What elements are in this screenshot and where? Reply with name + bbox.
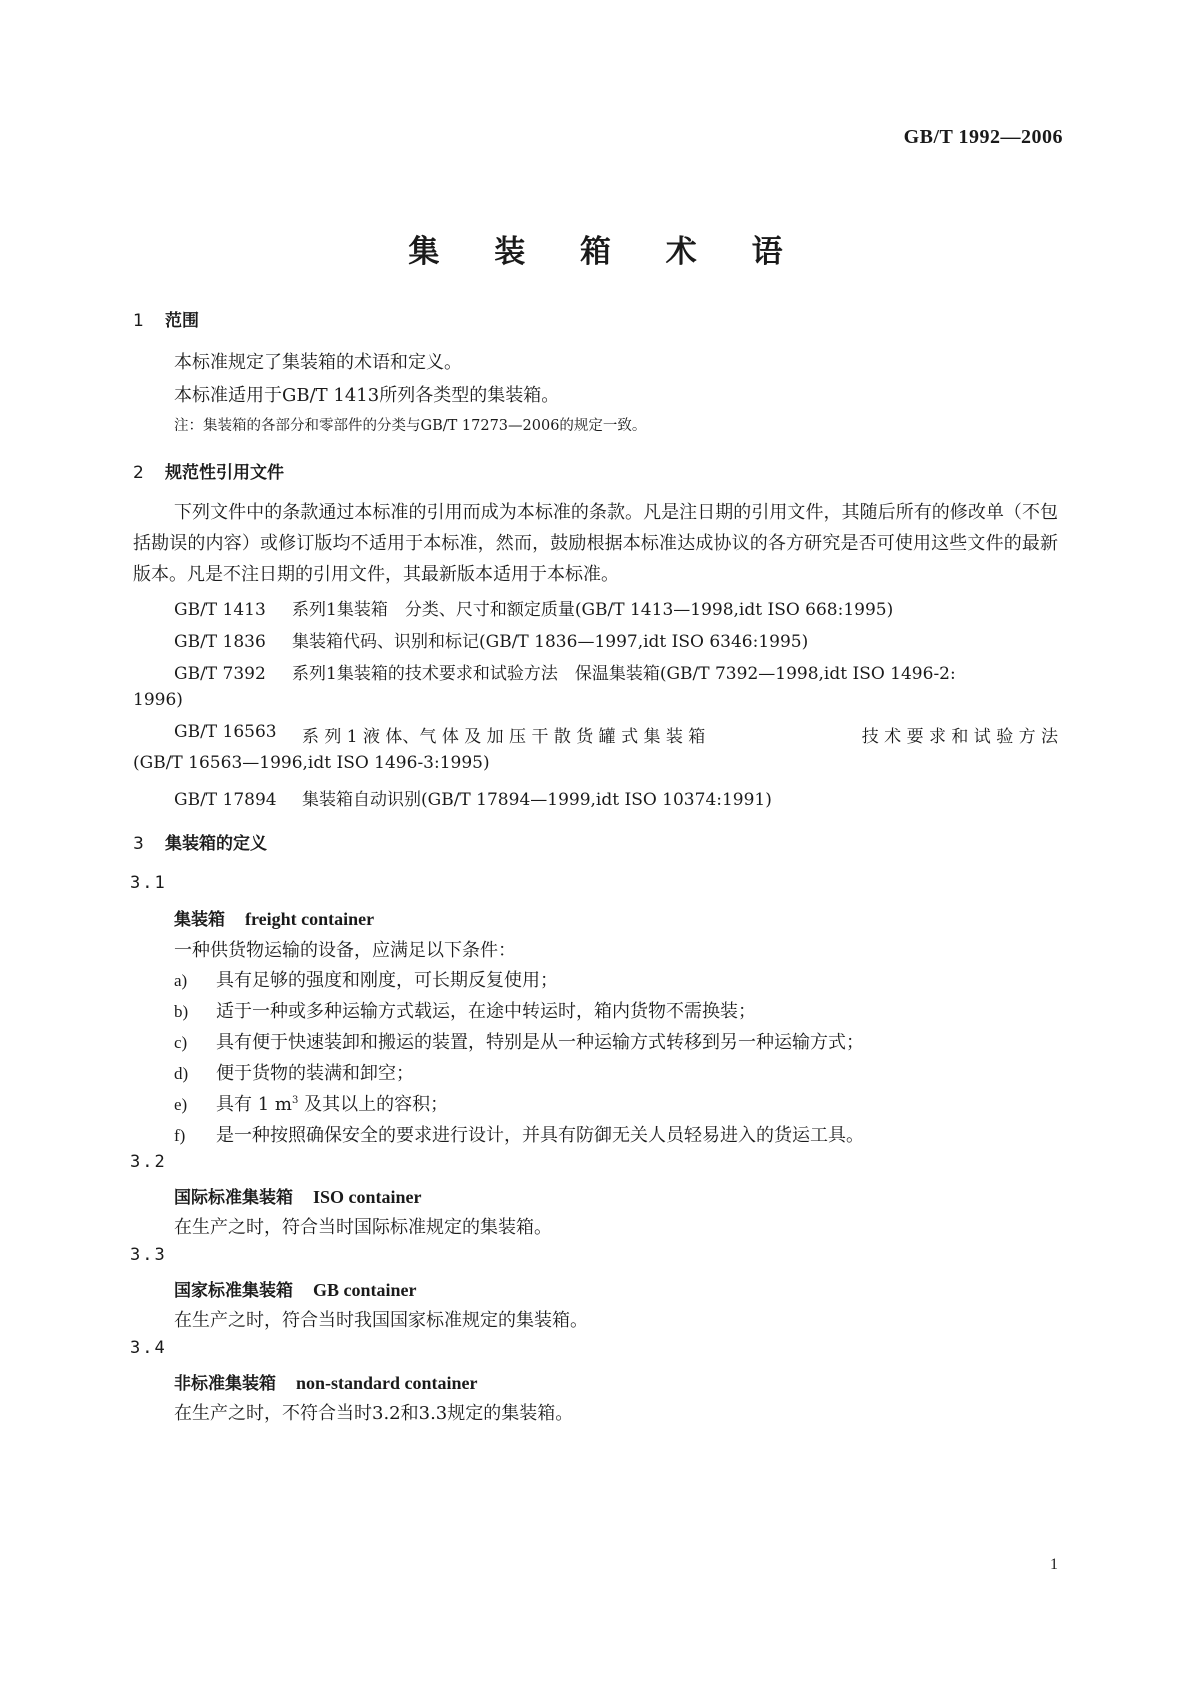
section-1-heading: 1 范围: [133, 311, 199, 331]
list-item: f) 是一种按照确保安全的要求进行设计，并具有防御无关人员轻易进入的货运工具。: [174, 1125, 864, 1146]
page-number: 1: [1050, 1556, 1058, 1573]
section-1-paragraph-2: 本标准适用于GB/T 1413所列各类型的集装箱。: [174, 385, 560, 406]
term-heading: 集装箱 freight container: [174, 909, 375, 930]
term-heading: 非标准集装箱 non-standard container: [174, 1373, 478, 1394]
reference-item: GB/T 7392 系列1集装箱的技术要求和试验方法 保温集装箱(GB/T 7392—1998,idt ISO 1496-2:: [174, 664, 956, 684]
reference-item: GB/T 16563 系 列 1 液 体、气 体 及 加 压 干 散 货 罐 式 集 装 箱 技 术 要 求 和 试 验 方 法: [174, 722, 1058, 747]
section-2-intro: 下列文件中的条款通过本标准的引用而成为本标准的条款。凡是注日期的引用文件，其随后所有的修改单（不包括勘误的内容）或修订版均不适用于本标准，然而，鼓励根据本标准达成协议的各方研究是否可使用这些文件的最新版本。凡是不注日期的引用文件，其最新版本适用于本标准。: [133, 502, 1058, 585]
term-number: 3.4: [130, 1338, 167, 1358]
reference-item: GB/T 17894 集装箱自动识别(GB/T 17894—1999,idt ISO 10374:1991): [174, 790, 772, 810]
list-item: c) 具有便于快速装卸和搬运的装置，特别是从一种运输方式转移到另一种运输方式；: [174, 1032, 864, 1053]
reference-item: GB/T 1836 集装箱代码、识别和标记(GB/T 1836—1997,idt ISO 6346:1995): [174, 632, 809, 652]
reference-item-continuation: (GB/T 16563—1996,idt ISO 1496-3:1995): [133, 753, 490, 773]
term-number: 3.2: [130, 1152, 167, 1172]
document-title: 集 装 箱 术 语: [408, 234, 805, 270]
reference-item: GB/T 1413 系列1集装箱 分类、尺寸和额定质量(GB/T 1413—1998,idt ISO 668:1995): [174, 600, 894, 620]
term-heading: 国际标准集装箱 ISO container: [174, 1187, 422, 1208]
standard-code: GB/T 1992—2006: [903, 126, 1063, 148]
section-1-note: 注：集装箱的各部分和零部件的分类与GB/T 17273—2006的规定一致。: [174, 418, 647, 434]
list-item: d) 便于货物的装满和卸空；: [174, 1063, 414, 1084]
term-definition: 在生产之时，符合当时国际标准规定的集装箱。: [174, 1217, 552, 1238]
term-number: 3.1: [130, 873, 167, 893]
term-heading: 国家标准集装箱 GB container: [174, 1280, 417, 1301]
term-number: 3.3: [130, 1245, 167, 1265]
section-3-heading: 3 集装箱的定义: [133, 834, 267, 854]
section-2-heading: 2 规范性引用文件: [133, 463, 284, 483]
list-item: a) 具有足够的强度和刚度，可长期反复使用；: [174, 970, 558, 991]
term-definition: 在生产之时，不符合当时3.2和3.3规定的集装箱。: [174, 1403, 574, 1424]
term-definition: 一种供货物运输的设备，应满足以下条件：: [174, 940, 516, 961]
term-definition: 在生产之时，符合当时我国国家标准规定的集装箱。: [174, 1310, 588, 1331]
reference-item-continuation: 1996): [133, 690, 183, 710]
section-1-paragraph-1: 本标准规定了集装箱的术语和定义。: [174, 352, 462, 373]
list-item: b) 适于一种或多种运输方式载运，在途中转运时，箱内货物不需换装；: [174, 1001, 756, 1022]
list-item: e) 具有 1 $m^3$ 及其以上的容积；: [174, 1094, 449, 1115]
